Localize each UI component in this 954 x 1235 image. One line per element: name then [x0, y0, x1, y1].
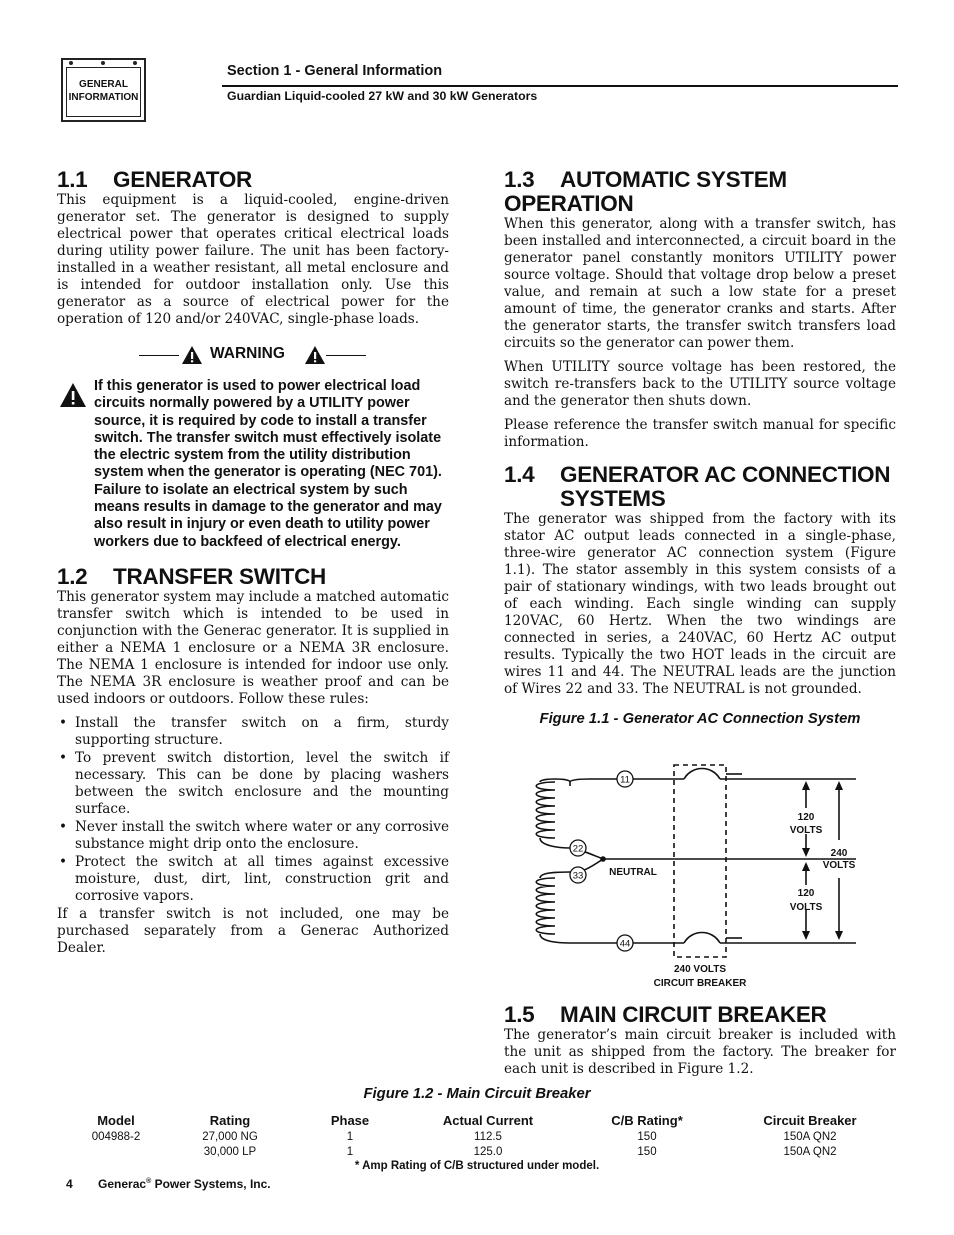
table-cell: 150A QN2 — [783, 1130, 837, 1143]
table-cell: 150 — [637, 1145, 657, 1158]
column-header: C/B Rating* — [611, 1112, 683, 1128]
heading-1-4: 1.4 GENERATOR AC CONNECTION SYSTEMS — [504, 462, 891, 511]
volt-label: VOLTS — [822, 860, 856, 871]
figure-1-1-caption: Figure 1.1 - Generator AC Connection System — [539, 711, 861, 727]
list-item: • Install the transfer switch on a firm, sturdy supporting structure. — [57, 715, 449, 749]
page-number: 4 — [66, 1177, 73, 1191]
main-breaker-section — [504, 1003, 896, 1078]
table-cell: 1 — [346, 1145, 354, 1158]
volt-label: 120 — [797, 888, 815, 899]
section-logo — [61, 58, 146, 122]
warning-label: WARNING — [210, 345, 285, 362]
ac-connection-paragraph: The generator was shipped from the factory with its stator AC output leads connected in a single-phase, three-wire generator AC connection system (Figure 1.1). The stator assembly in this system consists of a pair of stationary windings, with two leads brought out of each winding. Each single winding can supply 120VAC, 60 Hertz. When the two windings are connected in series, a 240VAC, 60 Hertz AC output results. Typically the two HOT leads in the circuit are wires 11 and 44. The NEUTRAL leads are the junction of Wires 22 and 33. The NEUTRAL is not grounded. — [504, 511, 896, 697]
table-row — [67, 1129, 897, 1144]
list-item: • Protect the switch at all times against excessive moisture, dust, dirt, lint, construction grit and corrosive vapors. — [57, 854, 449, 905]
table-cell: 1 — [346, 1130, 354, 1143]
warning-heading — [57, 340, 449, 374]
neutral-label: NEUTRAL — [609, 867, 657, 878]
page-footer — [66, 1177, 271, 1191]
table-cell: 125.0 — [473, 1145, 503, 1158]
volt-label: 120 — [797, 812, 815, 823]
breaker-label: CIRCUIT BREAKER — [653, 978, 747, 989]
transfer-switch-rules — [57, 715, 449, 905]
table-row — [67, 1144, 897, 1159]
ac-connection-diagram — [530, 760, 866, 996]
volt-label: VOLTS — [789, 902, 823, 913]
warning-text: If this generator is used to power electrical load circuits normally powered by a UTILITY power source, it is required by code to install a transfer switch. The transfer switch must effectively isolate the electric system from the utility distribution system when the generator is operating (NEC 701). Failure to isolate an electrical system by such means results in damage to the generator and may also result in injury or even death to utility power workers due to backfeed of electrical energy. — [94, 378, 442, 550]
logo-line-2: INFORMATION — [68, 92, 139, 103]
wire-44-label: 44 — [619, 938, 631, 950]
column-header: Rating — [209, 1112, 251, 1128]
list-item: • To prevent switch distortion, level the switch if necessary. This can be done by placing washers between the switch enclosure and the mounting surface. — [57, 750, 449, 818]
heading-1-3: 1.3 AUTOMATIC SYSTEM OPERATION — [504, 167, 787, 216]
left-column — [57, 168, 449, 957]
table-cell: 30,000 LP — [203, 1145, 257, 1158]
table-cell: 112.5 — [474, 1130, 502, 1143]
warning-block — [57, 378, 449, 551]
transfer-switch-paragraph: This generator system may include a matched automatic transfer switch which is intended to be used in conjunction with the Generac generator. It is supplied in either a NEMA 1 enclosure or a NEMA 3R enclosure. The NEMA 1 enclosure is intended for indoor use only. The NEMA 3R enclosure is weather proof and can be used indoors or outdoors. Follow these rules: — [57, 588, 449, 707]
company-name: Generac — [98, 1177, 147, 1191]
generator-paragraph: This equipment is a liquid-cooled, engine-driven generator set. The generator is designed to supply electrical power that operates critical electrical loads during utility power failure. The unit has been factory-installed in a weather resistant, all metal enclosure and is intended for outdoor installation only. Use this generator as a source of electrical power for the operation of 120 and/or 240VAC, single-phase loads. — [57, 192, 449, 327]
lower-winding — [536, 878, 555, 934]
table-header-row — [67, 1111, 897, 1129]
table-cell: 150 — [637, 1130, 657, 1143]
main-breaker-paragraph: The generator’s main circuit breaker is included with the unit as shipped from the factory. The breaker for each unit is described in Figure 1.2. — [504, 1027, 896, 1077]
table-cell: 004988-2 — [91, 1130, 141, 1143]
wire-22-label: 22 — [572, 843, 584, 855]
heading-1-2: 1.2 TRANSFER SWITCH — [57, 563, 326, 589]
section-heading: Section 1 - General Information — [227, 63, 443, 79]
auto-operation-paragraph-2: When UTILITY source voltage has been restored, the switch re-transfers back to the UTILITY source voltage and the generator then shuts down. — [504, 359, 896, 409]
table-cell: 27,000 NG — [202, 1130, 258, 1143]
warning-triangle-icon — [304, 345, 326, 365]
heading-1-5: 1.5 MAIN CIRCUIT BREAKER — [504, 1002, 827, 1027]
volt-label: 240 — [830, 848, 848, 859]
registered-mark: ® — [146, 1178, 152, 1185]
volt-label: VOLTS — [789, 825, 823, 836]
column-header: Model — [97, 1112, 135, 1128]
logo-line-1: GENERAL — [79, 79, 128, 90]
table-cell — [67, 1144, 165, 1159]
table-footnote: * Amp Rating of C/B structured under model. — [354, 1160, 600, 1172]
transfer-switch-closing: If a transfer switch is not included, one may be purchased separately from a Generac Authorized Dealer. — [57, 905, 449, 956]
document-subtitle: Guardian Liquid-cooled 27 kW and 30 kW Generators — [227, 89, 538, 103]
column-header: Phase — [330, 1112, 370, 1128]
wire-11-label: 11 — [620, 774, 630, 786]
warning-triangle-icon — [59, 382, 87, 408]
list-item: • Never install the switch where water or any corrosive substance might drip onto the enclosure. — [57, 819, 449, 853]
breaker-label: 240 VOLTS — [673, 964, 727, 975]
auto-operation-paragraph-1: When this generator, along with a transfer switch, has been installed and interconnected, a circuit board in the generator panel constantly monitors UTILITY power source voltage. Should that voltage drop below a preset value, and remain at such a low state for a preset amount of time, the generator cranks and starts. After the generator starts, the transfer switch transfers load circuits so the generator can power them. — [504, 216, 896, 351]
table-cell: 150A QN2 — [783, 1145, 837, 1158]
warning-triangle-icon — [181, 345, 203, 365]
column-header: Circuit Breaker — [763, 1112, 857, 1128]
company-name-rest: Power Systems, Inc. — [151, 1177, 271, 1191]
column-header: Actual Current — [442, 1112, 534, 1128]
right-column — [504, 168, 896, 727]
heading-1-1: 1.1 GENERATOR — [57, 167, 252, 192]
header-rule — [222, 85, 898, 87]
figure-1-2-caption: Figure 1.2 - Main Circuit Breaker — [363, 1086, 591, 1102]
upper-winding — [536, 782, 555, 838]
wire-33-label: 33 — [572, 870, 584, 882]
auto-operation-paragraph-3: Please reference the transfer switch manual for specific information. — [504, 417, 896, 450]
circuit-breaker-table — [67, 1111, 897, 1159]
